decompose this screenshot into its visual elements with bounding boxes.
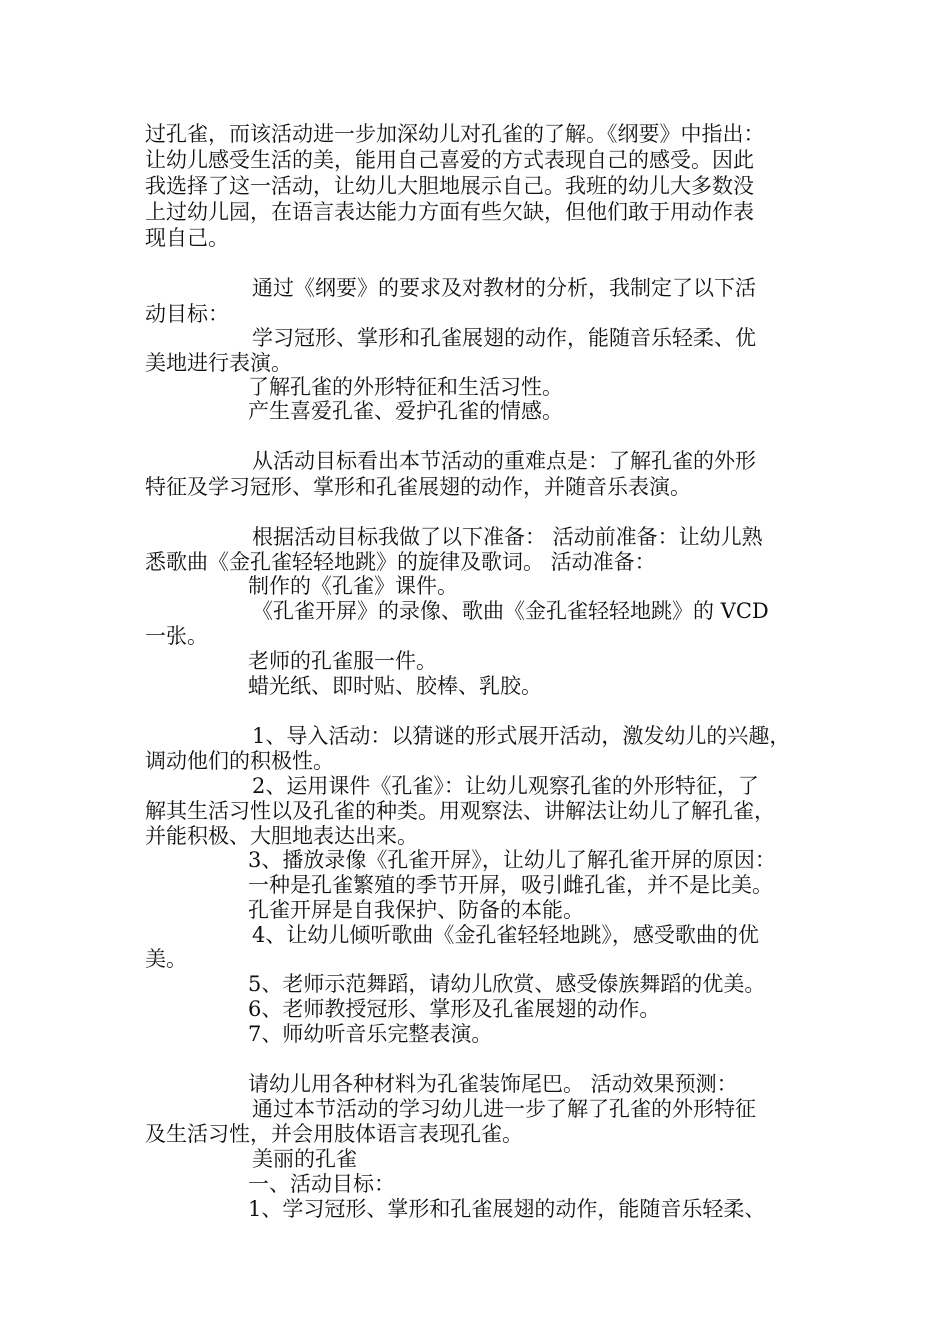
text-line: 美地进行表演。 [145, 351, 292, 375]
text-line: 2、运用课件《孔雀》：让幼儿观察孔雀的外形特征，了 [252, 774, 759, 798]
text-line: 解其生活习性以及孔雀的种类。用观察法、讲解法让幼儿了解孔雀， [145, 799, 775, 823]
text-line: 了解孔雀的外形特征和生活习性。 [248, 375, 563, 399]
text-line: 一、活动目标： [248, 1172, 395, 1196]
text-line: 现自己。 [145, 226, 229, 250]
text-line: 从活动目标看出本节活动的重难点是：了解孔雀的外形 [252, 449, 756, 473]
text-line: 蜡光纸、即时贴、胶棒、乳胶。 [248, 674, 542, 698]
text-line: 特征及学习冠形、掌形和孔雀展翅的动作，并随音乐表演。 [145, 475, 691, 499]
text-line: 制作的《孔雀》课件。 [248, 574, 458, 598]
text-line: 老师的孔雀服一件。 [248, 649, 437, 673]
text-line: 悉歌曲《金孔雀轻轻地跳》的旋律及歌词。 活动准备： [145, 550, 656, 574]
text-line: 孔雀开屏是自我保护、防备的本能。 [248, 898, 584, 922]
text-line: 美。 [145, 947, 187, 971]
text-line: 动目标： [145, 302, 229, 326]
text-line: 我选择了这一活动，让幼儿大胆地展示自己。我班的幼儿大多数没 [145, 174, 754, 198]
text-line: 1、学习冠形、掌形和孔雀展翅的动作，能随音乐轻柔、 [248, 1197, 766, 1221]
text-line: 《孔雀开屏》的录像、歌曲《金孔雀轻轻地跳》的 VCD [252, 599, 769, 623]
text-line: 上过幼儿园，在语言表达能力方面有些欠缺，但他们敢于用动作表 [145, 200, 754, 224]
text-line: 一种是孔雀繁殖的季节开屏，吸引雌孔雀，并不是比美。 [248, 873, 773, 897]
text-line: 产生喜爱孔雀、爱护孔雀的情感。 [248, 399, 563, 423]
text-line: 调动他们的积极性。 [145, 749, 334, 773]
text-line: 一张。 [145, 624, 208, 648]
text-line: 请幼儿用各种材料为孔雀装饰尾巴。 活动效果预测： [248, 1072, 738, 1096]
text-line: 通过《纲要》的要求及对教材的分析，我制定了以下活 [252, 276, 756, 300]
text-line: 6、老师教授冠形、掌形及孔雀展翅的动作。 [248, 997, 661, 1021]
text-line: 学习冠形、掌形和孔雀展翅的动作，能随音乐轻柔、优 [252, 326, 756, 350]
text-line: 根据活动目标我做了以下准备： 活动前准备：让幼儿熟 [252, 525, 763, 549]
text-line: 让幼儿感受生活的美，能用自己喜爱的方式表现自己的感受。因此 [145, 148, 754, 172]
text-line: 并能积极、大胆地表达出来。 [145, 824, 418, 848]
text-line: 及生活习性，并会用肢体语言表现孔雀。 [145, 1122, 523, 1146]
text-line: 3、播放录像《孔雀开屏》，让幼儿了解孔雀开屏的原因： [248, 848, 776, 872]
text-line: 4、让幼儿倾听歌曲《金孔雀轻轻地跳》，感受歌曲的优 [252, 923, 759, 947]
text-line: 5、老师示范舞蹈，请幼儿欣赏、感受傣族舞蹈的优美。 [248, 972, 766, 996]
text-line: 通过本节活动的学习幼儿进一步了解了孔雀的外形特征 [252, 1097, 756, 1121]
text-line: 7、师幼听音乐完整表演。 [248, 1022, 493, 1046]
text-line: 1、导入活动：以猜谜的形式展开活动，激发幼儿的兴趣， [252, 724, 791, 748]
text-line: 过孔雀，而该活动进一步加深幼儿对孔雀的了解。《纲要》中指出： [145, 122, 765, 146]
text-line: 美丽的孔雀 [252, 1147, 357, 1171]
